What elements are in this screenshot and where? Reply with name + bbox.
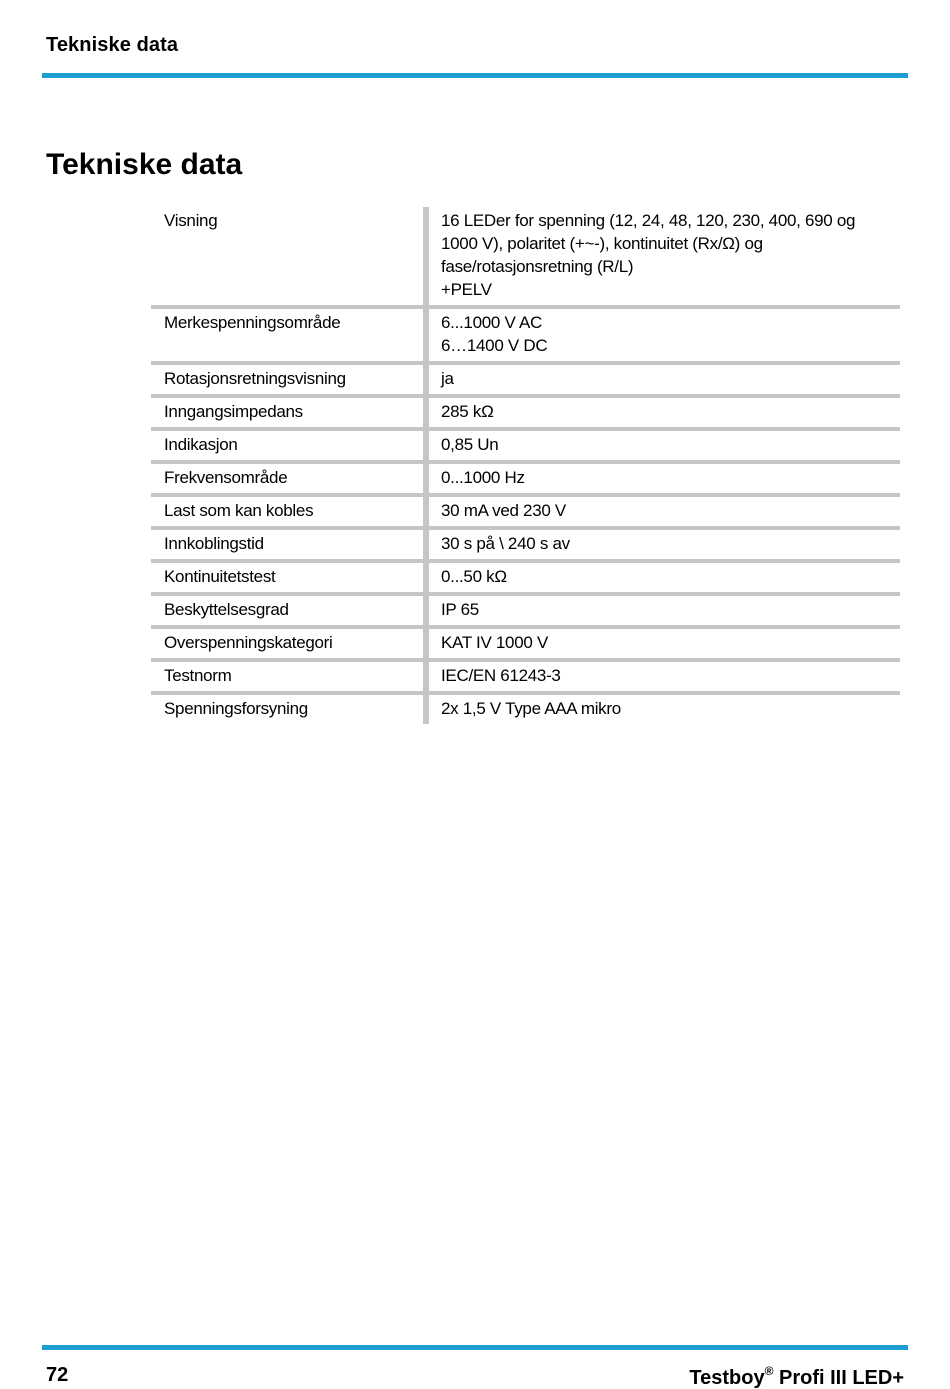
spec-row-merkespenningsomrade	[151, 309, 900, 365]
spec-value-line: 30 mA ved 230 V	[441, 501, 566, 520]
spec-value-line: 30 s på \ 240 s av	[441, 534, 570, 553]
spec-label: Testnorm	[151, 662, 429, 691]
spec-label: Spenningsforsyning	[151, 695, 429, 724]
spec-row-rotasjonsretningsvisning	[151, 365, 900, 398]
spec-value-line: 0...1000 Hz	[441, 468, 525, 487]
spec-label: Inngangsimpedans	[151, 398, 429, 427]
spec-value	[429, 207, 900, 305]
spec-value-line: 285 kΩ	[441, 402, 494, 421]
spec-value-line: 1000 V), polaritet (+~-), kontinuitet (Rx/Ω) og	[441, 234, 763, 253]
footer-rule	[42, 1345, 908, 1350]
spec-value	[429, 497, 900, 526]
spec-label: Kontinuitetstest	[151, 563, 429, 592]
spec-label: Last som kan kobles	[151, 497, 429, 526]
spec-value	[429, 398, 900, 427]
spec-label: Rotasjonsretningsvisning	[151, 365, 429, 394]
spec-label: Indikasjon	[151, 431, 429, 460]
spec-value	[429, 530, 900, 559]
spec-label: Visning	[151, 207, 429, 305]
spec-value	[429, 365, 900, 394]
spec-row-testnorm	[151, 662, 900, 695]
spec-value	[429, 662, 900, 691]
spec-value-line: IP 65	[441, 600, 479, 619]
spec-value-line: 2x 1,5 V Type AAA mikro	[441, 699, 621, 718]
spec-table	[151, 207, 900, 724]
spec-label: Innkoblingstid	[151, 530, 429, 559]
spec-value	[429, 629, 900, 658]
spec-row-kontinuitetstest	[151, 563, 900, 596]
spec-row-overspenningskategori	[151, 629, 900, 662]
spec-row-innkoblingstid	[151, 530, 900, 563]
spec-value	[429, 695, 900, 724]
spec-value-line: 6…1400 V DC	[441, 336, 548, 355]
spec-label: Merkespenningsområde	[151, 309, 429, 361]
spec-row-last-som-kan-kobles	[151, 497, 900, 530]
spec-row-indikasjon	[151, 431, 900, 464]
product-model: Profi III LED+	[773, 1367, 904, 1389]
spec-value	[429, 309, 900, 361]
spec-value-line: 16 LEDer for spenning (12, 24, 48, 120, 230, 400, 690 og	[441, 211, 856, 230]
spec-label: Frekvensområde	[151, 464, 429, 493]
spec-row-inngangsimpedans	[151, 398, 900, 431]
page-number: 72	[46, 1364, 69, 1386]
spec-value-line: 0...50 kΩ	[441, 567, 507, 586]
spec-value	[429, 431, 900, 460]
header-rule	[42, 73, 908, 78]
spec-value-line: 0,85 Un	[441, 435, 499, 454]
spec-row-spenningsforsyning	[151, 695, 900, 724]
spec-value-line: fase/rotasjonsretning (R/L)	[441, 257, 634, 276]
spec-row-beskyttelsesgrad	[151, 596, 900, 629]
running-header-title: Tekniske data	[46, 34, 179, 56]
product-brand: Testboy	[689, 1367, 765, 1389]
spec-value-line: IEC/EN 61243-3	[441, 666, 561, 685]
spec-value-line: 6...1000 V AC	[441, 313, 543, 332]
registered-mark: ®	[764, 1364, 774, 1378]
page-title: Tekniske data	[46, 148, 243, 181]
spec-value-line: KAT IV 1000 V	[441, 633, 548, 652]
spec-label: Beskyttelsesgrad	[151, 596, 429, 625]
spec-value	[429, 464, 900, 493]
spec-value-line: +PELV	[441, 280, 492, 299]
spec-row-frekvensomrade	[151, 464, 900, 497]
product-name	[689, 1364, 904, 1389]
spec-label: Overspenningskategori	[151, 629, 429, 658]
spec-value-line: ja	[441, 369, 454, 388]
spec-row-visning	[151, 207, 900, 309]
spec-value	[429, 563, 900, 592]
spec-value	[429, 596, 900, 625]
